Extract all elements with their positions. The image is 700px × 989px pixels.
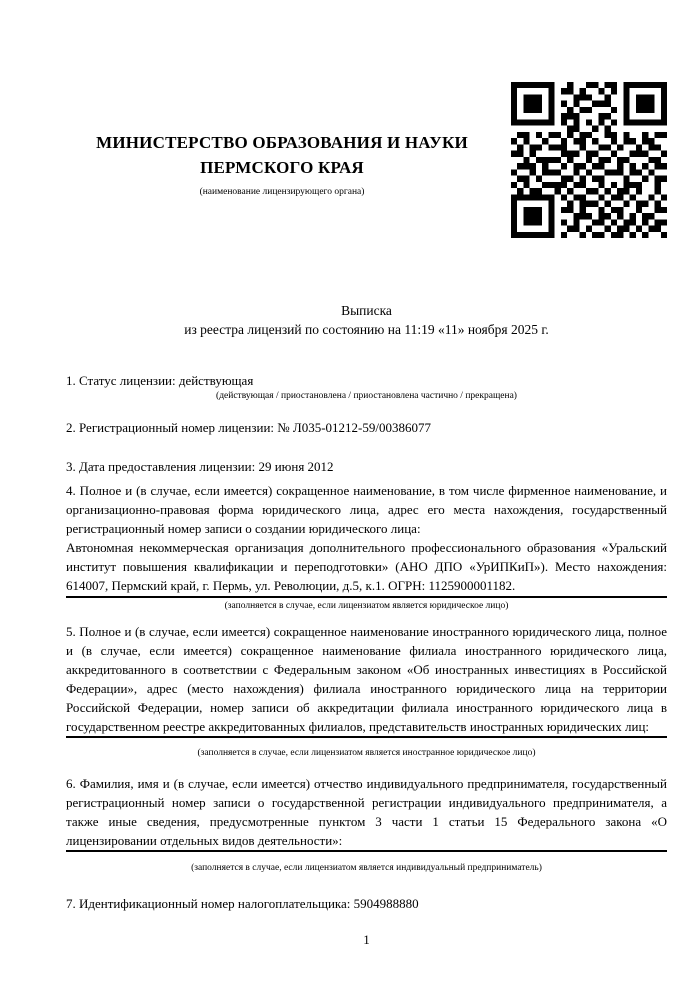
ministry-caption: (наименование лицензирующего органа) xyxy=(199,187,365,197)
licensing-authority-block xyxy=(66,130,498,198)
item4-note: (заполняется в случае, если лицензиатом является юридическое лицо) xyxy=(224,601,509,611)
ministry-name-line2: ПЕРМСКОГО КРАЯ xyxy=(200,158,364,177)
item5-note: (заполняется в случае, если лицензиатом является иностранное юридическое лицо) xyxy=(197,748,536,758)
document-header xyxy=(66,0,667,238)
item4-licensee-value: Автономная некоммерческая организация дополнительного профессионального образования «Уральский институт повышения квалификации и переподготовки» (АНО ДПО «УрИПКиП»). Место нахождения: 614007, Пермский край, г. Пермь, ул. Революции, д.5, к.1. ОГРН: 1125900001182. xyxy=(66,538,667,598)
item6-label: 6. Фамилия, имя и (в случае, если имеется) отчество индивидуального предпринимателя, государственный регистрационный номер записи о государственной регистрации индивидуального предпринимателя, а также иные сведения, предусмотренные пунктом 3 части 1 статьи 15 Федерального закона «О лицензировании отдельных видов деятельности»: xyxy=(66,776,667,848)
item-grant-date: 3. Дата предоставления лицензии: 29 июня 2012 xyxy=(66,459,334,474)
page-number: 1 xyxy=(363,932,370,947)
item4-label: 4. Полное и (в случае, если имеется) сокращенное наименование, в том числе фирменное наименование, и организационно-правовая форма юридического лица, адрес его места нахождения, государственный регистрационный номер записи о создании юридического лица: xyxy=(66,483,667,536)
document-title-line1: Выписка xyxy=(341,303,392,318)
item6-note: (заполняется в случае, если лицензиатом является индивидуальный предприниматель) xyxy=(191,863,542,873)
qr-code xyxy=(511,82,667,238)
ministry-name-line1: МИНИСТЕРСТВО ОБРАЗОВАНИЯ И НАУКИ xyxy=(96,133,468,152)
item5-label: 5. Полное и (в случае, если имеется) сокращенное наименование иностранного юридического лица, полное и (в случае, если имеется) сокращенное наименование филиала иностранного юридического лица, аккредитованного в соответствии с Федеральным законом «Об иностранных инвестициях в Российской Федерации», адрес (место нахождения) филиала иностранного юридического лица на территории Российской Федерации, номер записи об аккредитации филиала иностранного юридического лица в государственном реестре аккредитованных филиалов, представительств иностранных юридических лиц: xyxy=(66,624,667,734)
item6-blank-line xyxy=(66,850,667,852)
document-title-line2: из реестра лицензий по состоянию на 11:19 «11» ноября 2025 г. xyxy=(184,321,549,337)
document-title xyxy=(66,302,667,339)
item-license-status-note: (действующая / приостановлена / приостановлена частично / прекращена) xyxy=(216,391,517,401)
item-registration-number: 2. Регистрационный номер лицензии: № Л035-01212-59/00386077 xyxy=(66,420,432,435)
item5-blank-line xyxy=(66,736,667,738)
item-taxpayer-number: 7. Идентификационный номер налогоплательщика: 5904988880 xyxy=(66,896,419,911)
item-license-status: 1. Статус лицензии: действующая xyxy=(66,373,254,388)
